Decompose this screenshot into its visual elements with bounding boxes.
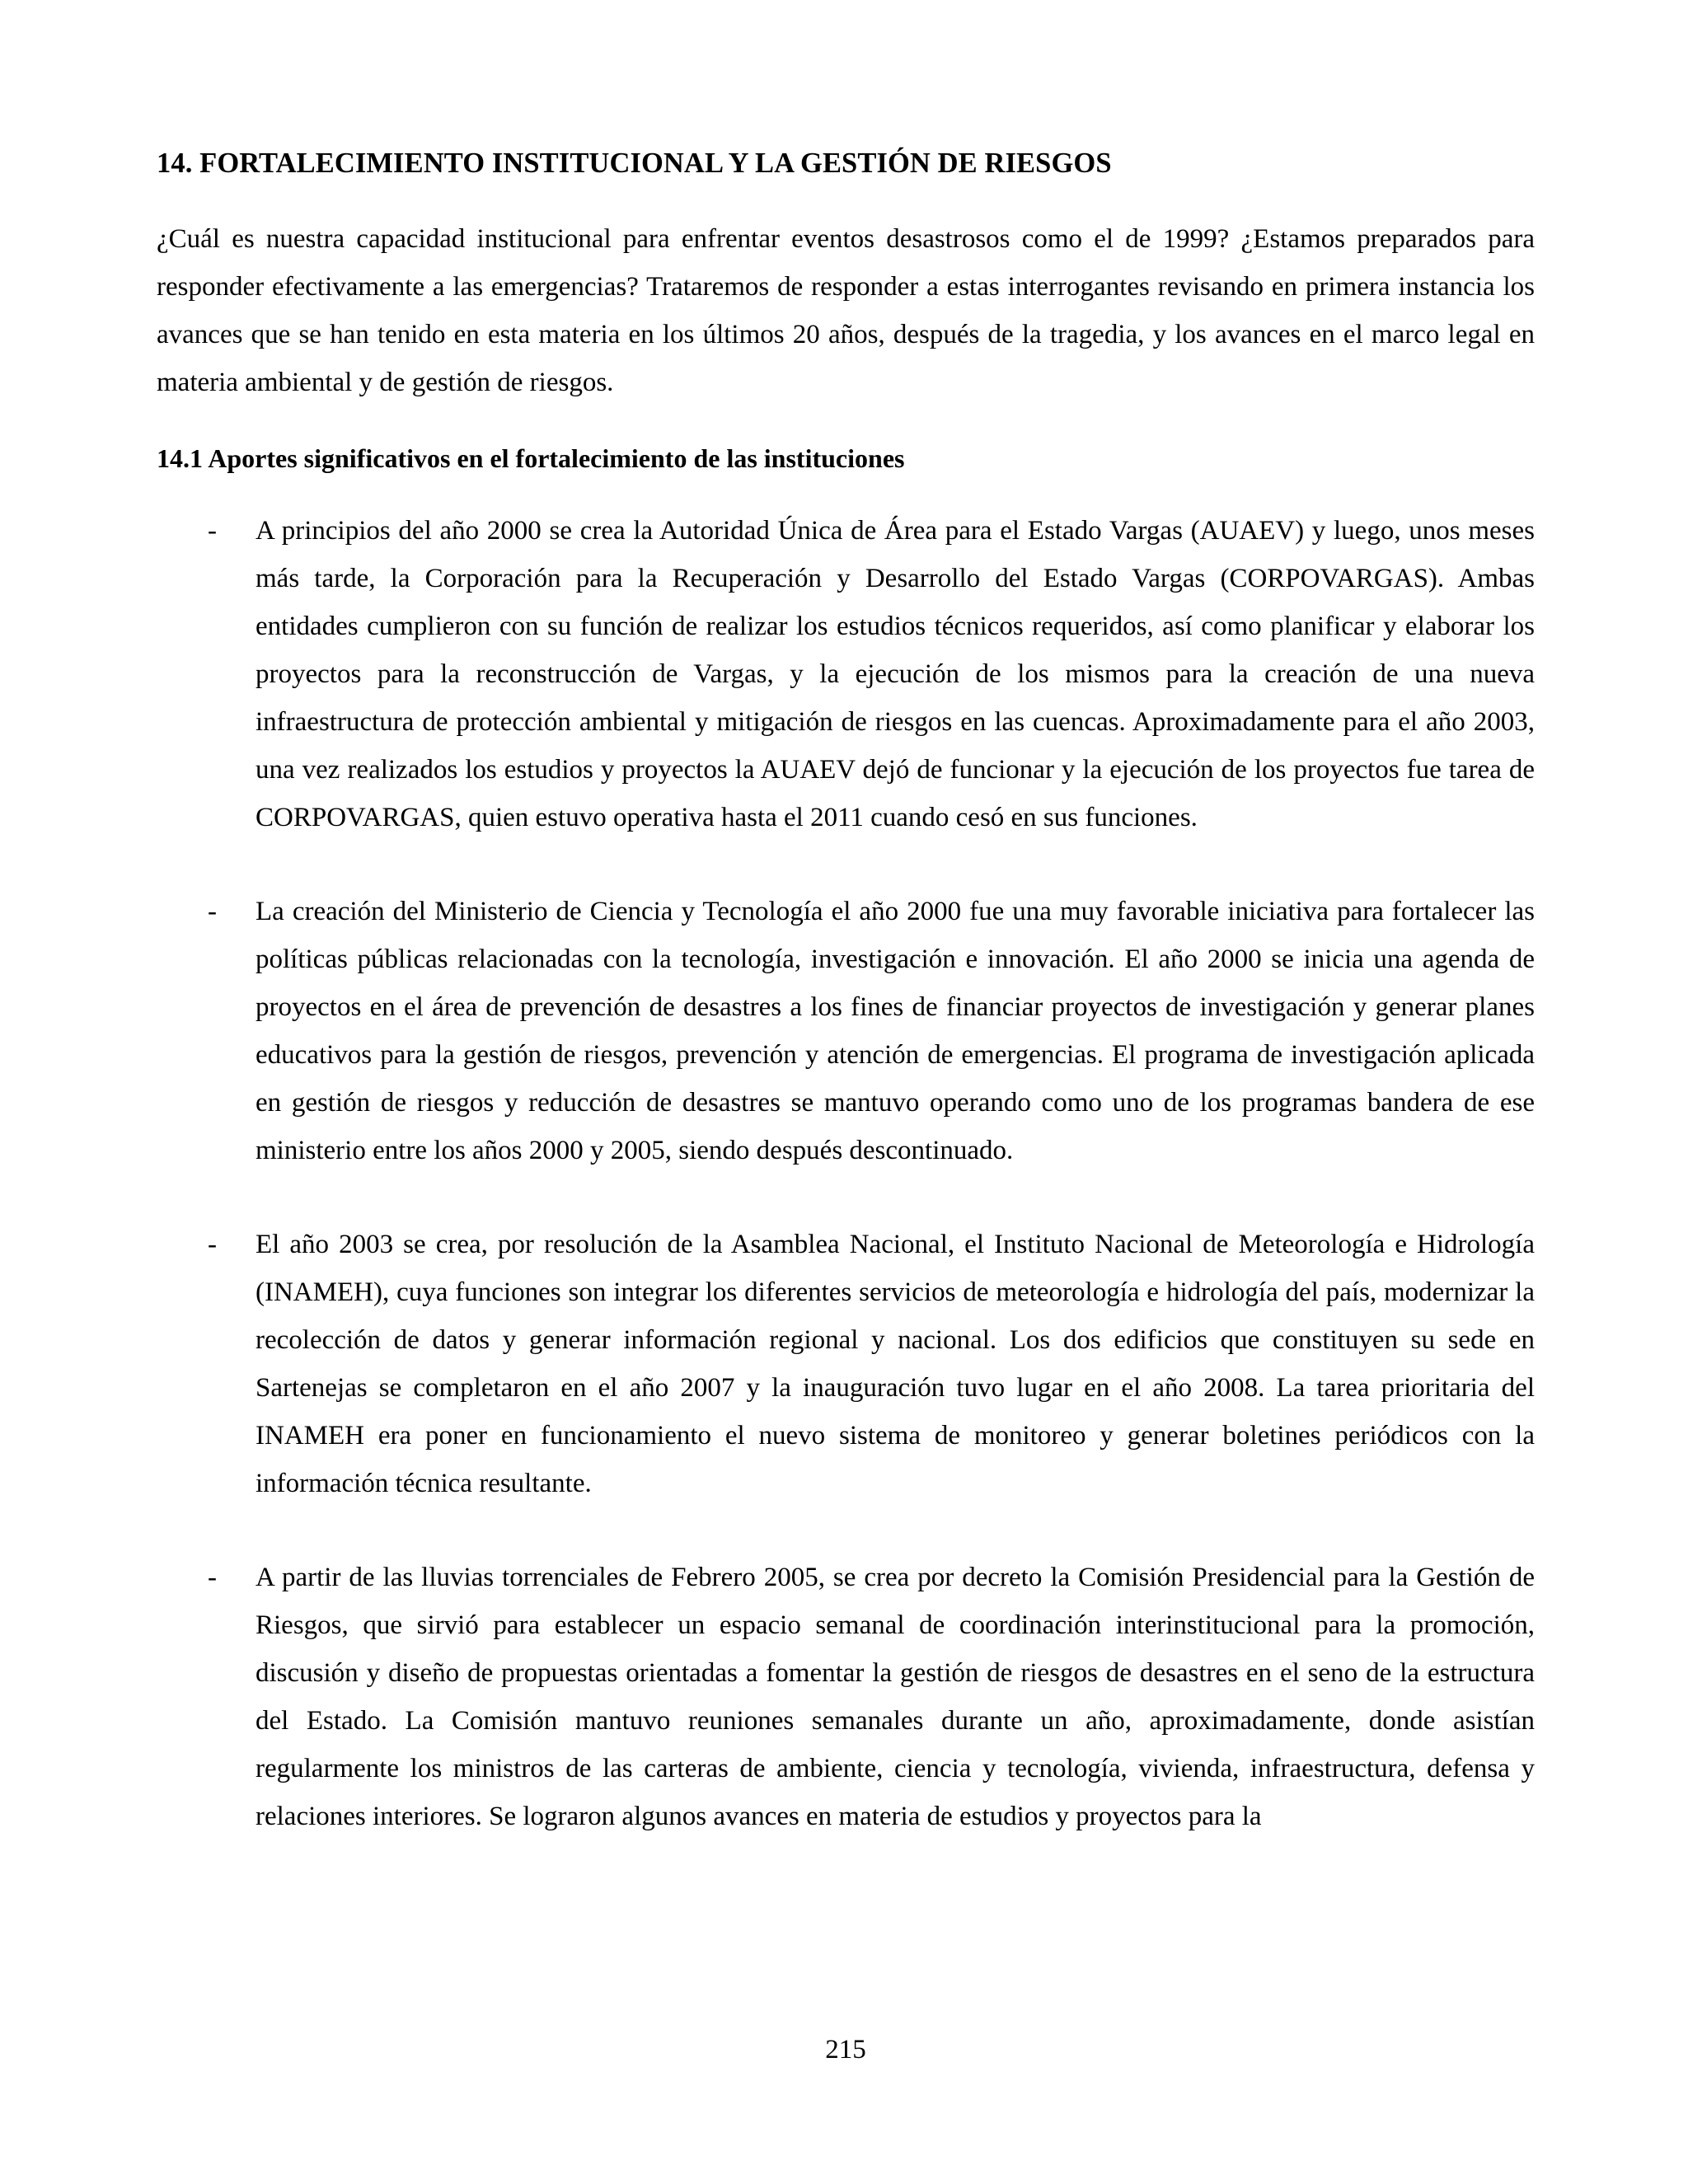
list-item — [157, 1554, 1535, 1840]
bullet-list — [157, 507, 1535, 1840]
list-item — [157, 1221, 1535, 1507]
list-item — [157, 507, 1535, 841]
list-item-text: La creación del Ministerio de Ciencia y Tecnología el año 2000 fue una muy favorable iniciativa para fortalecer las políticas públicas relacionadas con la tecnología, investigación e innovación. El año 2000 se inicia una agenda de proyectos en el área de prevención de desastres a los fines de financiar proyectos de investigación y generar planes educativos para la gestión de riesgos, prevención y atención de emergencias. El programa de investigación aplicada en gestión de riesgos y reducción de desastres se mantuvo operando como uno de los programas bandera de ese ministerio entre los años 2000 y 2005, siendo después descontinuado. — [256, 897, 1535, 1166]
page-content — [157, 147, 1535, 1840]
dash-bullet-icon: - — [208, 516, 217, 546]
dash-bullet-icon: - — [208, 1230, 217, 1260]
dash-bullet-icon: - — [208, 897, 217, 927]
intro-paragraph: ¿Cuál es nuestra capacidad institucional para enfrentar eventos desastrosos como el de 1999? ¿Estamos preparados para responder efectivamente a las emergencias? Trataremos de responder a estas interrogantes revisando en primera instancia los avances que se han tenido en esta materia en los últimos 20 años, después de la tragedia, y los avances en el marco legal en materia ambiental y de gestión de riesgos. — [157, 223, 1535, 397]
list-item-text: El año 2003 se crea, por resolución de la Asamblea Nacional, el Instituto Nacional de Meteorología e Hidrología (INAMEH), cuya funciones son integrar los diferentes servicios de meteorología e hidrología del país, modernizar la recolección de datos y generar información regional y nacional. Los dos edificios que constituyen su sede en Sartenejas se completaron en el año 2007 y la inauguración tuvo lugar en el año 2008. La tarea prioritaria del INAMEH era poner en funcionamiento el nuevo sistema de monitoreo y generar boletines periódicos con la información técnica resultante. — [256, 1230, 1535, 1499]
subsection-title: 14.1 Aportes significativos en el fortalecimiento de las instituciones — [157, 443, 905, 473]
page-number: 215 — [825, 2035, 866, 2064]
list-item-text: A principios del año 2000 se crea la Autoridad Única de Área para el Estado Vargas (AUAEV) y luego, unos meses más tarde, la Corporación para la Recuperación y Desarrollo del Estado Vargas (CORPOVARGAS). Ambas entidades cumplieron con su función de realizar los estudios técnicos requeridos, así como planificar y elaborar los proyectos para la reconstrucción de Vargas, y la ejecución de los mismos para la creación de una nueva infraestructura de protección ambiental y mitigación de riesgos en las cuencas. Aproximadamente para el año 2003, una vez realizados los estudios y proyectos la AUAEV dejó de funcionar y la ejecución de los proyectos fue tarea de CORPOVARGAS, quien estuvo operativa hasta el 2011 cuando cesó en sus funciones. — [256, 516, 1535, 833]
dash-bullet-icon: - — [208, 1563, 217, 1593]
list-item — [157, 888, 1535, 1174]
list-item-text: A partir de las lluvias torrenciales de Febrero 2005, se crea por decreto la Comisión Presidencial para la Gestión de Riesgos, que sirvió para establecer un espacio semanal de coordinación interinstitucional para la promoción, discusión y diseño de propuestas orientadas a fomentar la gestión de riesgos de desastres en el seno de la estructura del Estado. La Comisión mantuvo reuniones semanales durante un año, aproximadamente, donde asistían regularmente los ministros de las carteras de ambiente, ciencia y tecnología, vivienda, infraestructura, defensa y relaciones interiores. Se lograron algunos avances en materia de estudios y proyectos para la — [256, 1563, 1535, 1832]
page-title: 14. FORTALECIMIENTO INSTITUCIONAL Y LA GESTIÓN DE RIESGOS — [157, 148, 1112, 179]
